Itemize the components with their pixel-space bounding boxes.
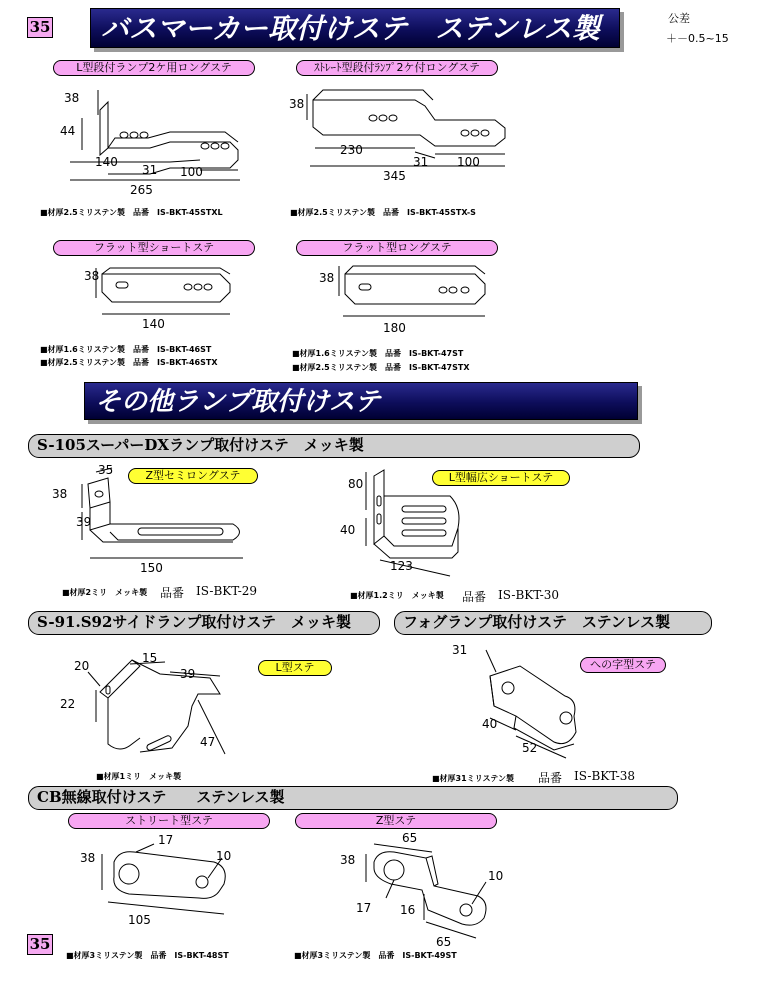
diagram-l-long — [60, 80, 260, 205]
dim-35: 35 — [98, 463, 114, 477]
dim-20: 20 — [74, 659, 90, 673]
dim-31: 31 — [452, 643, 468, 657]
diagram-z-stay — [336, 828, 516, 954]
caption-l-long: ■材厚2.5ミリステン製 品番 IS-BKT-45STXL — [40, 208, 223, 217]
dim-52: 52 — [522, 741, 538, 755]
dim-17: 17 — [158, 833, 174, 847]
item-label-straight-long: ｽﾄﾚｰﾄ型段付ﾗﾝﾌﾟ2ケ付ロングステ — [296, 60, 498, 76]
diagram-street-stay — [74, 832, 254, 930]
diagram-z-semilong — [48, 462, 268, 582]
dim-38: 38 — [340, 853, 356, 867]
tolerance-label: 公差 — [668, 12, 690, 25]
dim-65-bottom: 65 — [436, 935, 452, 949]
dim-230: 230 — [340, 143, 363, 157]
part-label-l-wide: 品番 — [462, 590, 487, 604]
page-title: バスマーカー取付けステ ステンレス製 — [90, 8, 620, 48]
caption-he-stay: ■材厚31ミリステン製 — [432, 774, 514, 783]
item-label-flat-short: フラット型ショートステ — [53, 240, 255, 256]
dim-47: 47 — [200, 735, 216, 749]
page-number: 35 — [27, 17, 53, 38]
tolerance-value: ＋－0.5~15 — [666, 32, 729, 45]
dim-140: 140 — [95, 155, 118, 169]
caption-z-semilong: ■材厚2ミリ メッキ製 — [62, 588, 148, 597]
dim-10: 10 — [488, 869, 504, 883]
diagram-he-stay — [450, 636, 600, 766]
item-label-flat-long: フラット型ロングステ — [296, 240, 498, 256]
dim-100: 100 — [180, 165, 203, 179]
part-z-semilong: IS-BKT-29 — [196, 584, 258, 598]
groupC-title: フォグランプ取付けステ ステンレス製 — [394, 611, 712, 635]
diagram-l-stay — [60, 646, 250, 776]
item-label-z-semilong: Z型セミロングステ — [128, 468, 258, 484]
diagram-flat-short — [80, 262, 250, 337]
dim-10: 10 — [216, 849, 232, 863]
dim-39: 39 — [76, 515, 92, 529]
dim-38: 38 — [80, 851, 96, 865]
item-label-street-stay: ストリート型ステ — [68, 813, 270, 829]
caption-flat-long-1: ■材厚1.6ミリステン製 品番 IS-BKT-47ST — [292, 349, 464, 358]
dim-345: 345 — [383, 169, 406, 183]
caption-l-stay: ■材厚1ミリ メッキ製 — [96, 772, 182, 781]
dim-31: 31 — [413, 155, 429, 169]
dim-265: 265 — [130, 183, 153, 197]
dim-40: 40 — [340, 523, 356, 537]
dim-38: 38 — [319, 271, 335, 285]
dim-38: 38 — [64, 91, 80, 105]
dim-40: 40 — [482, 717, 498, 731]
dim-22: 22 — [60, 697, 76, 711]
dim-38: 38 — [84, 269, 100, 283]
dim-31: 31 — [142, 163, 158, 177]
dim-17: 17 — [356, 901, 372, 915]
caption-z-stay: ■材厚3ミリステン製 品番 IS-BKT-49ST — [294, 951, 457, 960]
diagram-l-wide — [340, 466, 480, 584]
groupA-title: S-105スーパーDXランプ取付けステ メッキ製 — [28, 434, 640, 458]
part-he-stay: IS-BKT-38 — [574, 769, 636, 783]
diagram-straight-long — [285, 80, 515, 200]
caption-straight-long: ■材厚2.5ミリステン製 品番 IS-BKT-45STX-S — [290, 208, 476, 217]
dim-16: 16 — [400, 903, 416, 917]
caption-l-wide: ■材厚1.2ミリ メッキ製 — [350, 591, 444, 600]
dim-15: 15 — [142, 651, 158, 665]
dim-65-top: 65 — [402, 831, 418, 845]
item-label-he-stay: への字型ステ — [580, 657, 666, 673]
dim-44: 44 — [60, 124, 76, 138]
caption-flat-short-1: ■材厚1.6ミリステン製 品番 IS-BKT-46ST — [40, 345, 212, 354]
part-label-he-stay: 品番 — [538, 771, 563, 785]
caption-flat-long-2: ■材厚2.5ミリステン製 品番 IS-BKT-47STX — [292, 363, 470, 372]
section2-title: その他ランプ取付けステ — [84, 382, 638, 420]
caption-flat-short-2: ■材厚2.5ミリステン製 品番 IS-BKT-46STX — [40, 358, 218, 367]
dim-123: 123 — [390, 559, 413, 573]
dim-180: 180 — [383, 321, 406, 335]
item-label-z-stay: Z型ステ — [295, 813, 497, 829]
item-label-l-stay: L型ステ — [258, 660, 332, 676]
dim-39: 39 — [180, 667, 196, 681]
dim-80: 80 — [348, 477, 364, 491]
dim-105: 105 — [128, 913, 151, 927]
dim-150: 150 — [140, 561, 163, 575]
groupB-title: S-91.S92サイドランプ取付けステ メッキ製 — [28, 611, 380, 635]
page-number-bottom: 35 — [27, 934, 53, 955]
caption-street-stay: ■材厚3ミリステン製 品番 IS-BKT-48ST — [66, 951, 229, 960]
item-label-l-long: L型段付ランプ2ケ用ロングステ — [53, 60, 255, 76]
dim-140: 140 — [142, 317, 165, 331]
item-label-l-wide: L型幅広ショートステ — [432, 470, 570, 486]
groupD-title: CB無線取付けステ ステンレス製 — [28, 786, 678, 810]
dim-38: 38 — [289, 97, 305, 111]
dim-38: 38 — [52, 487, 68, 501]
part-label-z-semilong: 品番 — [160, 586, 185, 600]
diagram-flat-long — [315, 262, 505, 337]
part-l-wide: IS-BKT-30 — [498, 588, 560, 602]
dim-100: 100 — [457, 155, 480, 169]
